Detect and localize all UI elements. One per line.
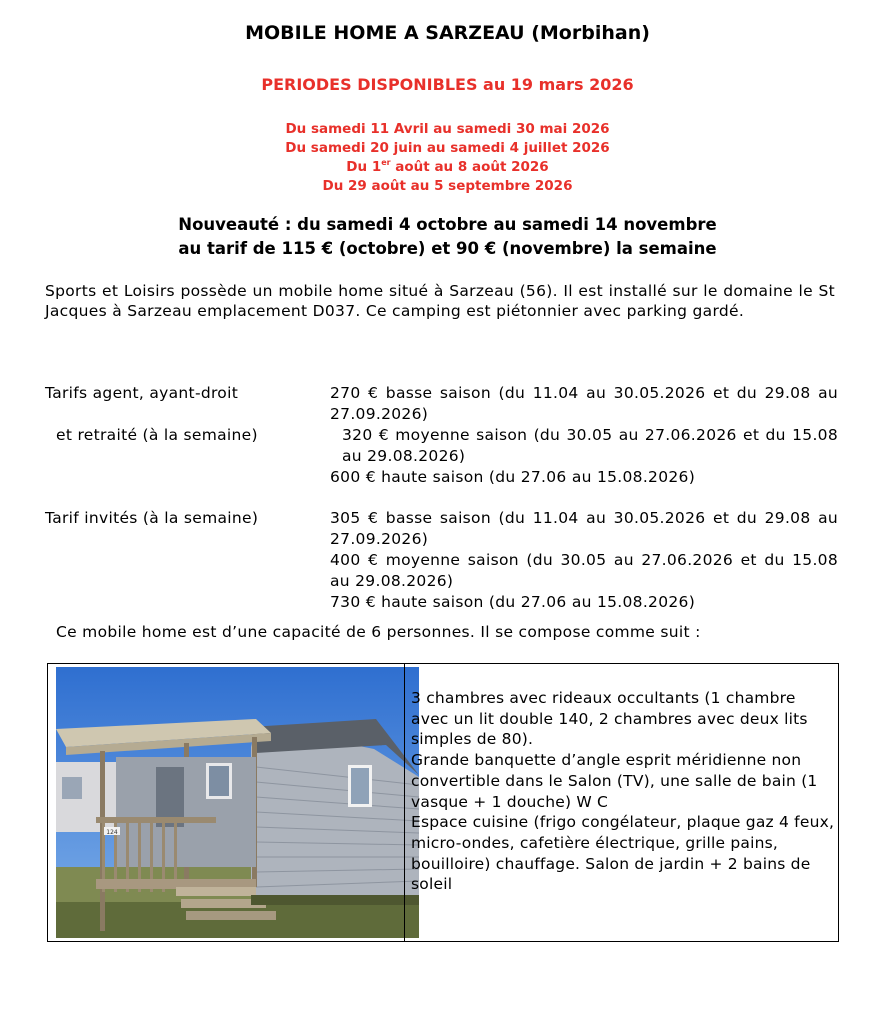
desc-line: Espace cuisine (frigo congélateur, plaque gaz 4 feux, bbox=[411, 813, 835, 832]
intro-paragraph: Sports et Loisirs possède un mobile home situé à Sarzeau (56). Il est installé sur le domaine le St Jacques à Sarzeau emplacement D037. Ce camping est piétonnier avec parking gardé. bbox=[45, 282, 835, 320]
plot-number: 124 bbox=[106, 829, 118, 836]
table-divider bbox=[404, 663, 405, 942]
desc-line: Grande banquette d’angle esprit méridienne non bbox=[411, 751, 802, 770]
desc-line: vasque + 1 douche) W C bbox=[411, 792, 609, 811]
new-offer bbox=[0, 213, 895, 261]
guest-rates bbox=[330, 508, 838, 613]
agent-low-season: 270 € basse saison (du 11.04 au 30.05.2026 et du 29.08 au 27.09.2026) bbox=[330, 384, 838, 423]
desc-line: soleil bbox=[411, 875, 453, 894]
agent-rates bbox=[330, 383, 838, 488]
desc-line: simples de 80). bbox=[411, 730, 534, 749]
period-2: Du samedi 20 juin au samedi 4 juillet 2026 bbox=[285, 140, 610, 156]
desc-line: 3 chambres avec rideaux occultants (1 chambre bbox=[411, 689, 796, 707]
guest-high-season: 730 € haute saison (du 27.06 au 15.08.2026) bbox=[330, 593, 696, 611]
mobile-home-photo bbox=[56, 667, 419, 938]
agent-rates-label: Tarifs agent, ayant-droit bbox=[45, 384, 239, 402]
description-text bbox=[411, 688, 859, 895]
agent-high-season: 600 € haute saison (du 27.06 au 15.08.2026) bbox=[330, 468, 696, 486]
availability-heading: PERIODES DISPONIBLES au 19 mars 2026 bbox=[261, 75, 634, 94]
desc-line: convertible dans le Salon (TV), une salle de bain (1 bbox=[411, 771, 818, 790]
guest-rates-label: Tarif invités (à la semaine) bbox=[45, 509, 259, 527]
guest-mid-season: 400 € moyenne saison (du 30.05 au 27.06.2026 et du 15.08 au 29.08.2026) bbox=[330, 551, 838, 590]
guest-low-season: 305 € basse saison (du 11.04 au 30.05.2026 et du 29.08 au 27.09.2026) bbox=[330, 509, 838, 548]
desc-line: bouilloire) chauffage. Salon de jardin + 2 bains de bbox=[411, 854, 811, 873]
period-1: Du samedi 11 Avril au samedi 30 mai 2026 bbox=[285, 121, 610, 137]
page-title: MOBILE HOME A SARZEAU (Morbihan) bbox=[245, 22, 650, 44]
capacity-text: Ce mobile home est d’une capacité de 6 personnes. Il se compose comme suit : bbox=[56, 623, 701, 641]
new-offer-line-1: Nouveauté : du samedi 4 octobre au samedi 14 novembre bbox=[178, 215, 717, 234]
desc-line: micro-ondes, cafetière électrique, grille pains, bbox=[411, 833, 779, 852]
period-3: Du 1er août au 8 août 2026 bbox=[346, 158, 549, 175]
desc-line: avec un lit double 140, 2 chambres avec deux lits bbox=[411, 709, 808, 728]
period-4: Du 29 août au 5 septembre 2026 bbox=[322, 178, 573, 194]
new-offer-line-2: au tarif de 115 € (octobre) et 90 € (novembre) la semaine bbox=[178, 239, 717, 258]
agent-rates-label-2: et retraité (à la semaine) bbox=[56, 426, 258, 444]
available-periods bbox=[0, 120, 895, 196]
agent-mid-season: 320 € moyenne saison (du 30.05 au 27.06.2026 et du 15.08 au 29.08.2026) bbox=[342, 426, 838, 465]
